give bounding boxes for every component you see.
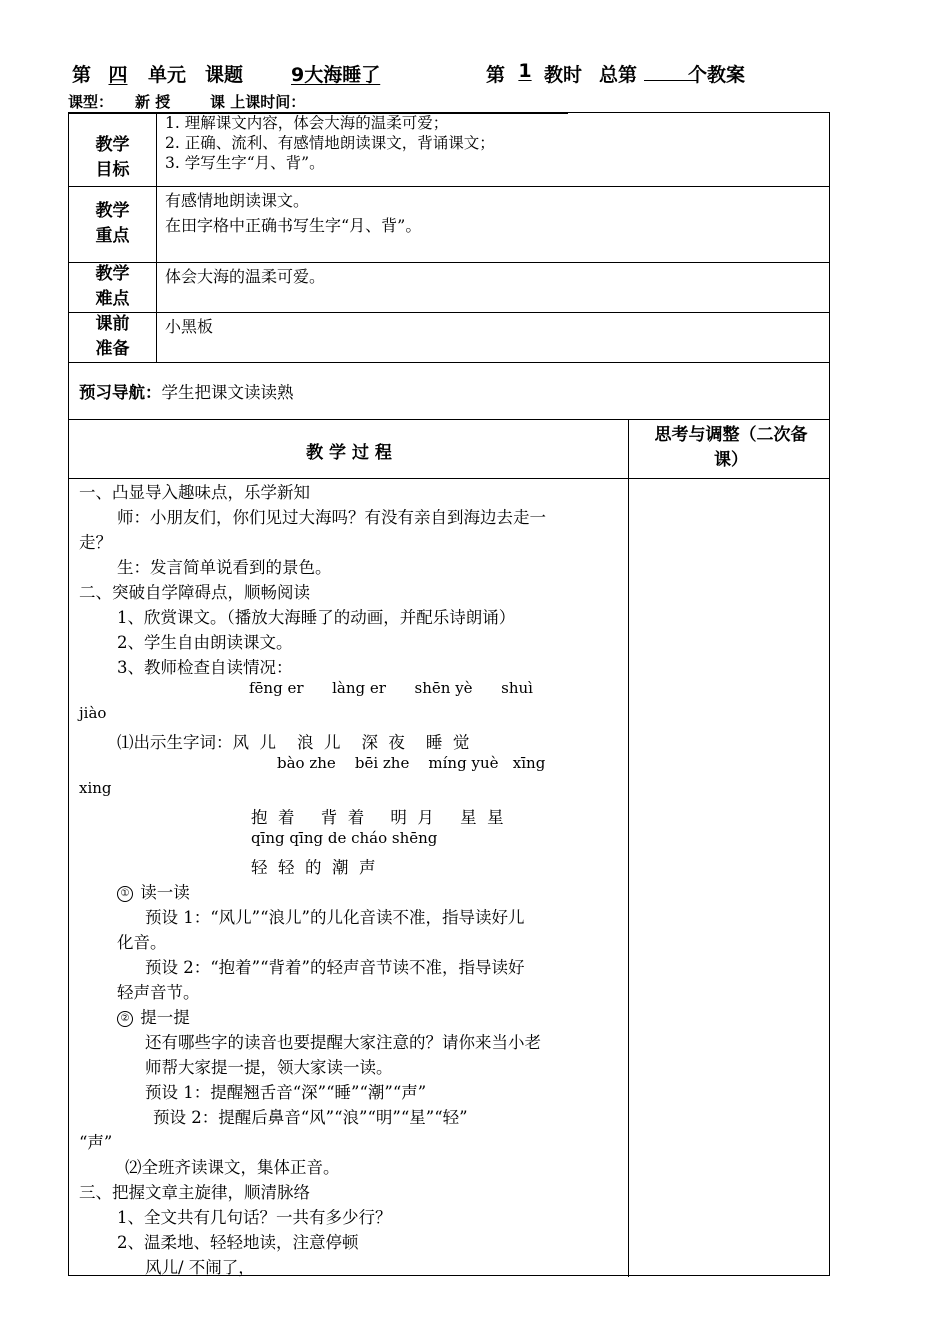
process-line: 2、温柔地、轻轻地读，注意停顿 <box>117 1233 359 1252</box>
row-divider <box>69 312 829 313</box>
lesson-subheader <box>68 91 568 114</box>
step-read: ① 读一读 <box>117 879 190 903</box>
pinyin-line: qīng qīng de cháo shēng <box>251 829 438 847</box>
section-heading: 一、凸显导入趣味点，乐学新知 <box>79 483 310 502</box>
process-line: 2、学生自由朗读课文。 <box>117 633 293 652</box>
goal-line: 1. 理解课文内容，体会大海的温柔可爱； <box>165 114 449 132</box>
vocab-line: ⑴出示生字词：风 儿 浪 儿 深 夜 睡 觉 <box>117 733 470 752</box>
unit-prefix: 第 <box>72 64 92 86</box>
lesson-prefix: 第 <box>486 64 506 86</box>
goals-content <box>165 113 495 173</box>
total-prefix: 总第 <box>599 64 638 86</box>
lesson-suffix: 教时 <box>544 64 583 86</box>
preview-label: 预习导航： <box>79 383 162 402</box>
process-line: 1、欣赏课文。（播放大海睡了的动画，并配乐诗朗诵） <box>117 608 516 627</box>
pinyin-line: fēng er làng er shēn yè shuì <box>249 679 533 697</box>
row-divider <box>69 419 829 420</box>
preparation-line: 小黑板 <box>165 317 214 336</box>
total-blank <box>644 60 688 82</box>
pinyin-line: bào zhe bēi zhe míng yuè xīng <box>277 754 546 772</box>
preparation-content <box>165 314 213 339</box>
process-line: 师：小朋友们，你们见过大海吗？有没有亲自到海边去走一 <box>117 508 546 527</box>
section-heading: 二、突破自学障碍点，顺畅阅读 <box>79 583 310 602</box>
time-label: 课 上课时间： <box>210 93 306 111</box>
teaching-process-header: 教 学 过 程 <box>306 443 392 463</box>
process-line: 预设 1：“风儿”“浪儿”的儿化音读不准，指导读好儿 <box>145 908 525 927</box>
process-line: 风儿/ 不闹了， <box>145 1258 255 1277</box>
preview-text: 学生把课文读读熟 <box>161 383 294 402</box>
key-point-line: 有感情地朗读课文。 <box>165 191 310 210</box>
row-label-goals: 教学 目标 <box>95 135 130 180</box>
lesson-plan-header <box>72 60 792 90</box>
step-remind: ② 提一提 <box>117 1004 190 1028</box>
goal-line: 3. 学写生字“月、背”。 <box>165 154 325 172</box>
step-marker: ② <box>117 1011 133 1027</box>
row-divider <box>69 362 829 363</box>
type-label: 课型： <box>68 93 114 111</box>
section-heading: 三、把握文章主旋律，顺清脉络 <box>79 1183 310 1202</box>
step-marker: ① <box>117 886 133 902</box>
key-point-line: 在田字格中正确书写生字“月、背”。 <box>165 216 422 235</box>
process-line: 预设 2：提醒后鼻音“风”“浪”“明”“星”“轻” <box>153 1108 468 1127</box>
vocab-line: 抱 着 背 着 明 月 星 星 <box>251 808 504 827</box>
process-line: 还有哪些字的读音也要提醒大家注意的？请你来当小老 <box>145 1033 541 1052</box>
type-value: 新 授 <box>135 93 171 111</box>
vocab-line: 轻 轻 的 潮 声 <box>251 858 376 877</box>
process-line: 走？ <box>79 533 112 552</box>
row-label-difficulties: 教学 难点 <box>95 264 130 309</box>
process-line: 师帮大家提一提，领大家读一读。 <box>145 1058 393 1077</box>
total-suffix: 个教案 <box>688 64 746 86</box>
preview-guide <box>79 379 294 403</box>
process-line: 3、教师检查自读情况： <box>117 658 293 677</box>
difficulty-line: 体会大海的温柔可爱。 <box>165 267 326 286</box>
process-line: 1、全文共有几句话？一共有多少行？ <box>117 1208 392 1227</box>
topic-label: 课题 <box>205 64 244 86</box>
process-line: ⑵全班齐读课文，集体正音。 <box>125 1158 340 1177</box>
process-line: 化音。 <box>117 933 167 952</box>
row-label-preparation: 课前 准备 <box>95 314 130 359</box>
row-divider <box>69 186 829 187</box>
row-divider <box>69 262 829 263</box>
unit-suffix: 单元 <box>148 64 187 86</box>
unit-number: 四 <box>108 64 128 86</box>
lesson-table <box>68 112 830 1276</box>
process-line: “声” <box>79 1133 113 1152</box>
row-label-key-points: 教学 重点 <box>95 201 130 246</box>
difficulties-content <box>165 264 325 289</box>
key-points-content <box>165 188 421 238</box>
process-line: 轻声音节。 <box>117 983 200 1002</box>
process-column-divider <box>628 419 629 1277</box>
goal-line: 2. 正确、流利、有感情地朗读课文，背诵课文； <box>165 134 495 152</box>
pinyin-line: xing <box>79 779 112 797</box>
lesson-number: 1 <box>518 60 532 82</box>
topic-value: 9大海睡了 <box>291 64 381 86</box>
label-column-divider <box>156 113 157 363</box>
process-line: 生：发言简单说看到的景色。 <box>117 558 332 577</box>
process-line: 预设 1：提醒翘舌音“深”“睡”“潮”“声” <box>145 1083 427 1102</box>
reflection-header: 思考与调整（二次备 课） <box>654 425 808 470</box>
process-line: 预设 2：“抱着”“背着”的轻声音节读不准，指导读好 <box>145 958 525 977</box>
pinyin-line: jiào <box>79 704 107 722</box>
